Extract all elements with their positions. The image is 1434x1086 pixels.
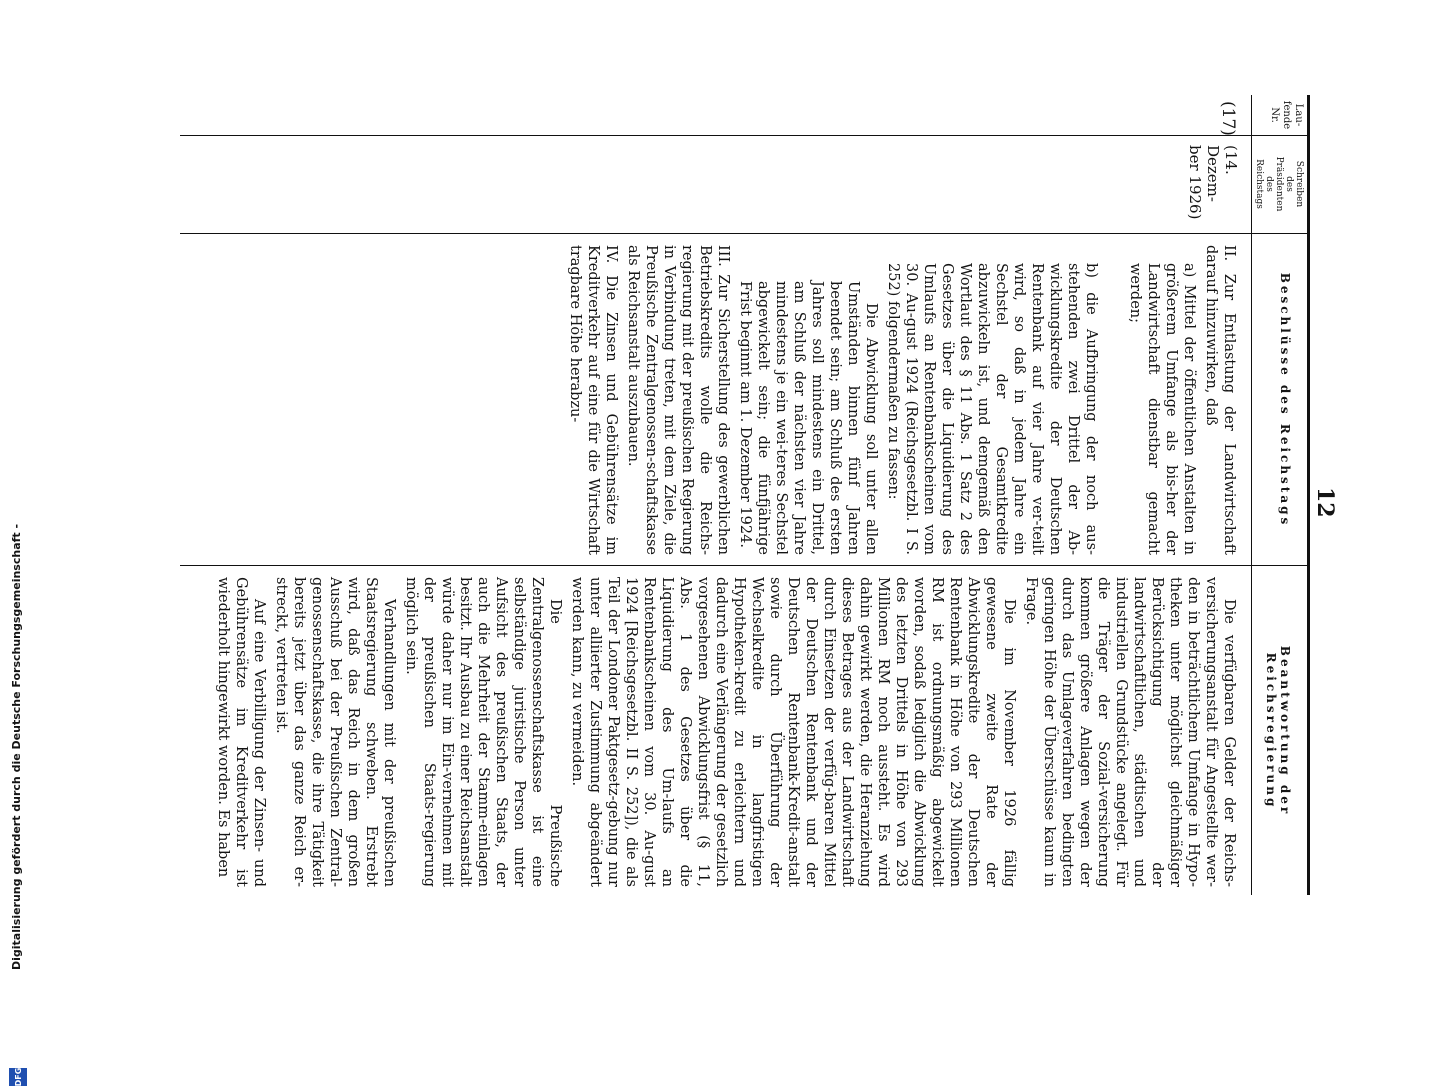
answer-III-2: Verhandlungen mit der preußischen Staatsregierung schweben. Erstrebt wird, daß das Reich in dem großen Ausschuß bei der Preußischen Zentral-genossenschaftskasse, die ihre Tätigkeit bereits jetzt über das ganze Reich er-streckt, vertreten ist.	[273, 577, 397, 887]
entry-number: (17)	[1218, 101, 1238, 136]
header-beantwortung: Beantwortung der Reichsregierung	[1264, 645, 1292, 817]
column-divider	[180, 565, 1310, 566]
column-divider	[180, 233, 1310, 234]
table-header-rule	[1251, 95, 1252, 895]
resolution-II-b-quote: Die Abwicklung soll unter allen Umständen binnen fünf Jahren beendet sein; am Schluß des ersten Jahres soll mindestens ein Drittel, am Schluß der nächsten vier Jahre mindestens je ein wei-teres Sechstel abgewickelt sein; die fünfjährige Frist beginnt am 1. Dezember 1924.	[737, 281, 879, 555]
document-page	[180, 95, 1338, 895]
resolution-II-b: b) die Aufbringung der noch aus-stehenden zwei Drittel der Ab-wicklungskredite der Deutschen Rentenbank auf vier Jahre ver-teilt wird, so daß in jedem Jahre ein Sechstel der Gesamtkredite abzuwickeln ist, und demgemäß den Wortlaut des § 11 Abs. 1 Satz 2 des Gesetzes über die Liquidierung des Umlaufs an Rentenbankscheinen vom 30. Au-gust 1924 (Reichsgesetzbl. I S. 252) folgendermaßen zu fassen:	[885, 263, 1099, 555]
header-beschluesse: Beschlüsse des Reichstags	[1278, 272, 1292, 528]
resolution-II-a: a) Mittel der öffentlichen Anstalten in größerem Umfange als bis-her der Landwirtschaft dienstbar gemacht werden;	[1127, 263, 1197, 555]
answer-IV: Auf eine Verbilligung der Zinsen- und Gebührensätze im Kreditverkehr ist wiederholt hingewirkt worden. Es haben	[215, 577, 267, 887]
answer-b: Die im November 1926 fällig gewesene zweite Rate der Abwicklungskredite der Deutschen Rentenbank in Höhe von 293 Millionen RM ist ordnungsmäßig abgewickelt worden, sodaß lediglich die Abwicklung des letzten Drittels in Höhe von 293 Millionen RM noch aussteht. Es wird dahin gewirkt werden, die Heranziehung dieses Betrages aus der Landwirtschaft durch Einsetzen der verfüg-baren Mittel der Deutschen Rentenbank und der Deutschen Rentenbank-Kredit-anstalt sowie durch Überführung der Wechselkredite in langfristigen Hypotheken-kredit zu erleichtern und dadurch eine Verlängerung der gesetzlich vorgesehenen Abwicklungsfrist (§ 11, Abs. 1 des Gesetzes über die Liquidierung des Um-laufs an Rentenbankscheinen vom 30. Au-gust 1924 [Reichsgesetzbl. II S. 252]), die als Teil der Londoner Paktgesetz-gebung nur unter alliierter Zustimmung abgeändert werden kann, zu vermeiden.	[569, 577, 1017, 887]
digitization-credit	[8, 100, 30, 1086]
dfg-logo-icon: DFG	[9, 1068, 27, 1086]
resolution-III: III. Zur Sicherstellung des gewerblichen Betriebskredits wolle die Reichs-regierung mit der preußischen Regierung in Verbindung treten, mit dem Ziele, die Preußische Zentralgenossen-schaftskasse als Reichsanstalt auszubauen.	[625, 245, 731, 555]
resolutions-column	[562, 245, 1238, 555]
column-divider	[180, 135, 1310, 136]
resolution-IV: IV. Die Zinsen und Gebührensätze im Kreditverkehr auf eine für die Wirtschaft tragbare Höhe herabzu-	[567, 245, 619, 555]
answer-a: Die verfügbaren Gelder der Reichs-versicherungsanstalt für Angestellte wer-den in beträchtlichem Umfange in Hypo-theken unter möglichst gleichmäßiger Berücksichtigung der landwirtschaftlichen, städtischen und industriellen Grundstücke angelegt. Für die Träger der Sozial-versicherung kommen größere Anlagen wegen der durch das Umlageverfahren bedingten geringen Höhe der Überschüsse kaum in Frage.	[1023, 577, 1237, 887]
table-top-rule	[1307, 95, 1310, 895]
credit-text: Digitalisierung gefördert durch die Deutsche Forschungsgemeinschaft -	[10, 523, 23, 970]
page-number: 12	[1312, 487, 1338, 518]
header-schreiben: Schreiben des Präsidenten des Reichstags	[1254, 156, 1304, 212]
answer-III-1: Die Preußische Zentralgenossenschaftskasse ist eine selbständige juristische Person unter Aufsicht des preußischen Staats, der auch die Mehrheit der Stamm-einlagen besitzt. Ihr Ausbau zu einer Reichsanstalt würde daher nur im Ein-vernehmen mit der preußischen Staats-regierung möglich sein.	[403, 577, 563, 887]
resolution-II-intro: II. Zur Entlastung der Landwirtschaft darauf hinzuwirken, daß	[1203, 245, 1237, 555]
answers-column	[210, 577, 1238, 887]
header-lfd-nr: Lau- fende Nr.	[1269, 100, 1304, 130]
entry-date: (14. Dezem- ber 1926)	[1186, 145, 1240, 220]
